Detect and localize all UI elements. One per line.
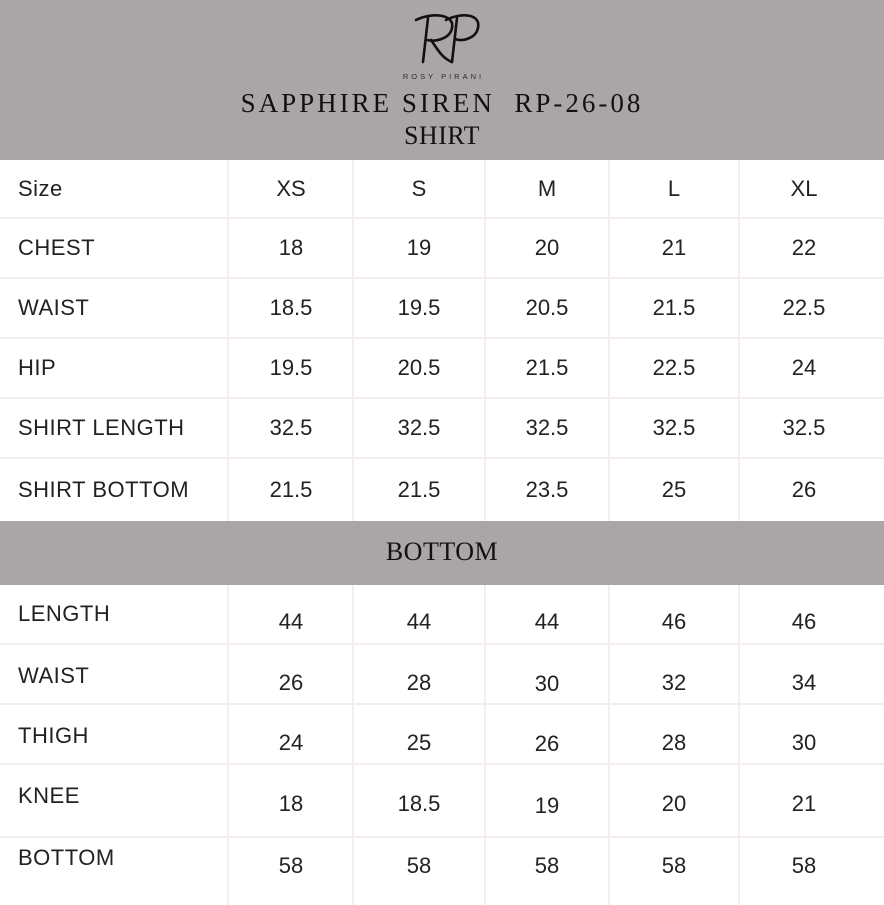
cell-value: 20 xyxy=(534,235,560,260)
cell-value: 26 xyxy=(791,476,817,502)
table-row xyxy=(0,278,884,338)
cell-value: 58 xyxy=(534,853,560,878)
row-label: LENGTH xyxy=(18,601,111,626)
grid-line xyxy=(0,763,884,765)
shirt-section-title: SHIRT xyxy=(403,121,481,150)
cell-value: 30 xyxy=(791,730,817,755)
cell-value: 20.5 xyxy=(397,355,441,380)
cell-value: 26 xyxy=(278,670,304,695)
row-label: SHIRT LENGTH xyxy=(18,415,185,440)
bottom-section-title: BOTTOM xyxy=(385,537,499,566)
cell-value: 22.5 xyxy=(782,295,826,320)
cell-value: 58 xyxy=(791,853,817,878)
grid-line xyxy=(0,337,884,339)
grid-line xyxy=(0,643,884,645)
size-header-label: Size xyxy=(18,176,63,201)
cell-value: 18 xyxy=(278,791,304,816)
grid-line xyxy=(0,457,884,459)
grid-line xyxy=(352,160,354,521)
cell-value: 58 xyxy=(278,853,304,878)
row-label: WAIST xyxy=(18,295,90,320)
row-label: SHIRT BOTTOM xyxy=(18,476,190,502)
grid-line xyxy=(0,217,884,219)
grid-line xyxy=(608,160,610,521)
cell-value: 25 xyxy=(406,730,432,755)
cell-value: 30 xyxy=(534,671,560,696)
cell-value: 28 xyxy=(661,730,687,755)
grid-line xyxy=(484,160,486,521)
grid-line xyxy=(352,585,354,905)
cell-value: 58 xyxy=(661,853,687,878)
table-row xyxy=(0,218,884,278)
cell-value: 21.5 xyxy=(269,476,313,502)
cell-value: 19 xyxy=(534,793,560,818)
cell-value: 32.5 xyxy=(782,415,826,440)
brand-name: ROSY PIRANI xyxy=(402,72,485,81)
cell-value: 22.5 xyxy=(652,355,696,380)
cell-value: 19 xyxy=(406,235,432,260)
grid-line xyxy=(0,836,884,838)
grid-line xyxy=(0,703,884,705)
cell-value: 20.5 xyxy=(525,295,569,320)
table-row xyxy=(0,398,884,458)
cell-value: 32.5 xyxy=(397,415,441,440)
grid-line xyxy=(0,277,884,279)
row-label: KNEE xyxy=(18,783,80,808)
grid-line xyxy=(0,397,884,399)
table-row xyxy=(0,645,884,705)
table-row xyxy=(0,765,884,837)
brand-logo xyxy=(0,4,884,66)
cell-value: 44 xyxy=(406,609,432,634)
cell-value: 46 xyxy=(791,609,817,634)
grid-line xyxy=(484,585,486,905)
size-s-header: S xyxy=(411,176,427,201)
cell-value: 22 xyxy=(791,235,817,260)
page-title: SAPPHIRE SIREN RP-26-08 xyxy=(240,88,644,118)
cell-value: 32.5 xyxy=(269,415,313,440)
grid-line xyxy=(227,585,229,905)
table-row xyxy=(0,585,884,645)
cell-value: 32.5 xyxy=(525,415,569,440)
table-row xyxy=(0,458,884,521)
cell-value: 21.5 xyxy=(397,476,441,502)
cell-value: 21 xyxy=(661,235,687,260)
table-row xyxy=(0,837,884,905)
row-label: HIP xyxy=(18,355,57,380)
cell-value: 19.5 xyxy=(269,355,313,380)
cell-value: 58 xyxy=(406,853,432,878)
cell-value: 44 xyxy=(534,609,560,634)
cell-value: 32.5 xyxy=(652,415,696,440)
cell-value: 25 xyxy=(661,476,687,502)
row-label: BOTTOM xyxy=(18,845,115,870)
table-row xyxy=(0,338,884,398)
shirt-header-row xyxy=(0,160,884,218)
size-xs-header: XS xyxy=(276,176,306,201)
row-label: CHEST xyxy=(18,235,96,260)
grid-line xyxy=(738,585,740,905)
grid-line xyxy=(227,160,229,521)
cell-value: 34 xyxy=(791,670,817,695)
cell-value: 21 xyxy=(791,791,817,816)
cell-value: 18 xyxy=(278,235,304,260)
size-m-header: M xyxy=(537,176,557,201)
cell-value: 21.5 xyxy=(525,355,569,380)
cell-value: 18.5 xyxy=(397,791,441,816)
cell-value: 18.5 xyxy=(269,295,313,320)
grid-line xyxy=(608,585,610,905)
cell-value: 23.5 xyxy=(525,476,569,502)
size-l-header: L xyxy=(667,176,681,201)
size-xl-header: XL xyxy=(790,176,818,201)
cell-value: 26 xyxy=(534,731,560,756)
cell-value: 19.5 xyxy=(397,295,441,320)
cell-value: 44 xyxy=(278,609,304,634)
cell-value: 46 xyxy=(661,609,687,634)
table-row xyxy=(0,705,884,765)
grid-line xyxy=(738,160,740,521)
cell-value: 24 xyxy=(278,730,304,755)
row-label: WAIST xyxy=(18,663,90,688)
cell-value: 32 xyxy=(661,670,687,695)
cell-value: 28 xyxy=(406,670,432,695)
cell-value: 21.5 xyxy=(652,295,696,320)
cell-value: 24 xyxy=(791,355,817,380)
cell-value: 20 xyxy=(661,791,687,816)
row-label: THIGH xyxy=(18,723,89,748)
